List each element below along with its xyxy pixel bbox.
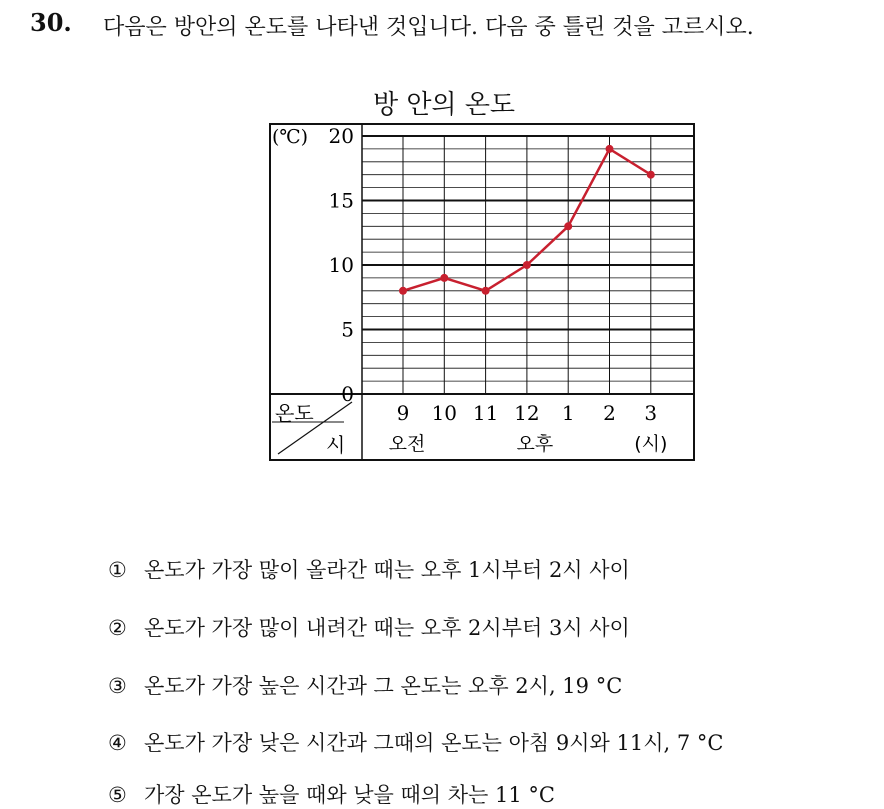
y-unit-label: (℃)	[272, 126, 309, 148]
option-2-mark: ②	[108, 616, 127, 640]
y-tick-label: 15	[328, 188, 354, 213]
x-tick-label: 11	[472, 401, 499, 425]
x-tick-label: 1	[561, 401, 575, 425]
option-2-text: 온도가 가장 많이 내려간 때는 오후 2시부터 3시 사이	[144, 616, 630, 640]
data-point	[564, 222, 572, 230]
corner-label-bottom: 시	[326, 433, 346, 457]
question-number: 30.	[30, 8, 72, 37]
option-2[interactable]	[108, 612, 630, 642]
y-tick-label: 0	[341, 382, 354, 406]
option-1-text: 온도가 가장 많이 올라간 때는 오후 1시부터 2시 사이	[144, 558, 630, 582]
data-point	[482, 287, 490, 295]
data-point	[440, 274, 448, 282]
option-5[interactable]	[108, 779, 555, 809]
option-1[interactable]	[108, 554, 630, 584]
corner-label-top: 온도	[275, 401, 314, 425]
option-4-text: 온도가 가장 낮은 시간과 그때의 온도는 아침 9시와 11시, 7 °C	[144, 731, 724, 755]
x-tick-label: 3	[644, 401, 658, 425]
x-unit-label: (시)	[634, 433, 668, 455]
y-tick-label: 20	[328, 124, 354, 148]
x-tick-label: 10	[431, 401, 458, 425]
option-1-mark: ①	[108, 558, 127, 582]
x-tick-label: 9	[396, 401, 410, 425]
option-3-text: 온도가 가장 높은 시간과 그 온도는 오후 2시, 19 °C	[144, 674, 623, 698]
x-tick-label: 12	[514, 401, 540, 425]
chart-title: 방 안의 온도	[372, 90, 516, 120]
y-tick-label: 5	[341, 317, 354, 342]
option-3[interactable]	[108, 670, 622, 700]
option-5-text: 가장 온도가 높을 때와 낮을 때의 차는 11 °C	[144, 783, 555, 807]
option-3-mark: ③	[108, 674, 127, 698]
data-point	[399, 287, 407, 295]
x-period-label-pm: 오후	[516, 433, 554, 455]
option-4[interactable]	[108, 727, 723, 757]
data-point	[606, 145, 614, 153]
data-point	[523, 261, 531, 269]
y-tick-label: 10	[328, 253, 354, 277]
option-4-mark: ④	[108, 731, 127, 755]
x-period-label-am: 오전	[388, 433, 426, 455]
option-5-mark: ⑤	[108, 783, 127, 807]
x-tick-label: 2	[603, 401, 616, 425]
question-text: 다음은 방안의 온도를 나타낸 것입니다. 다음 중 틀린 것을 고르시오.	[103, 15, 754, 40]
data-point	[647, 171, 655, 179]
